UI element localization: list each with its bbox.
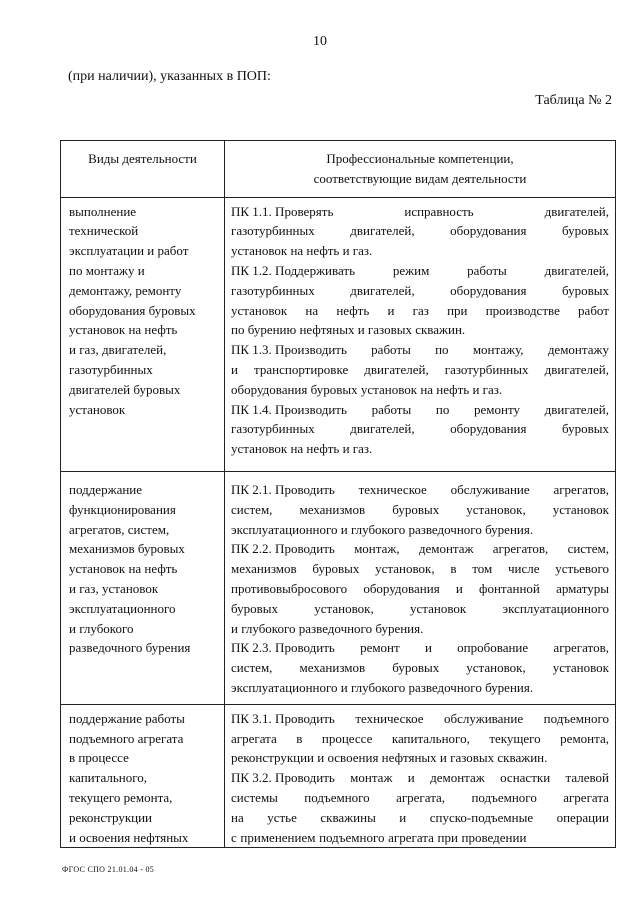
activity-line: установок [69, 401, 126, 417]
activity-line: разведочного бурения [69, 640, 191, 656]
activity-line: установок на нефть [69, 561, 178, 577]
competency-line: установок на нефть и газ. [231, 243, 373, 259]
activity-line: эксплуатации и работ [69, 243, 189, 259]
activity-cell [61, 197, 225, 471]
competency-line: механизмов буровых установок, в том числе устьевого [231, 561, 609, 577]
activity-line: газотурбинных [69, 361, 153, 377]
competencies-cell [225, 704, 616, 848]
competency-item [231, 638, 609, 697]
activity-line: демонтажу, ремонту [69, 282, 182, 298]
competency-line: и глубокого разведочного бурения. [231, 620, 424, 636]
competency-line: системы подъемного агрегата, подъемного агрегата [231, 789, 609, 805]
competency-line: ПК 2.3. Проводить ремонт и опробование агрегатов, [231, 640, 609, 656]
activity-line: поддержание работы [69, 710, 185, 726]
competency-line: противовыбросового оборудования и фонтанной арматуры [231, 580, 609, 596]
activity-line: и глубокого [69, 620, 134, 636]
competency-line: по бурению нефтяных и газовых скважин. [231, 322, 466, 338]
table-row [61, 197, 616, 471]
header-activities: Виды деятельности [61, 141, 225, 198]
competency-line: газотурбинных двигателей, оборудования буровых [231, 421, 609, 437]
activity-line: в процессе [69, 750, 129, 766]
header-competencies [225, 141, 616, 198]
activity-line: оборудования буровых [69, 302, 196, 318]
competency-line: с применением подъемного агрегата при проведении [231, 829, 527, 845]
competency-item [231, 202, 609, 261]
competency-line: и транспортировке двигателей, газотурбинных двигателей, [231, 361, 609, 377]
intro-text: (при наличии), указанных в ПОП: [68, 69, 271, 84]
competency-line: эксплуатационного и глубокого разведочного бурения. [231, 679, 534, 695]
competency-item [231, 261, 609, 340]
competency-item [231, 709, 609, 768]
competency-line: на устье скважины и спуско-подъемные операции [231, 809, 609, 825]
competency-line: установок на нефть и газ при производстве работ [231, 302, 609, 318]
competency-line: ПК 3.2. Проводить монтаж и демонтаж оснастки талевой [231, 770, 609, 786]
competency-item [231, 768, 609, 847]
activity-line: технической [69, 223, 139, 239]
competency-line: эксплуатационного и глубокого разведочного бурения. [231, 521, 534, 537]
activity-line: выполнение [69, 203, 137, 219]
activity-line: агрегатов, систем, [69, 521, 170, 537]
competency-line: агрегата в процессе капитального, текущего ремонта, [231, 730, 609, 746]
table-header-row [61, 141, 616, 198]
competency-line: ПК 1.4. Производить работы по ремонту двигателей, [231, 401, 609, 417]
activity-line: реконструкции [69, 809, 153, 825]
page-number: 10 [313, 34, 327, 49]
activity-line: функционирования [69, 501, 176, 517]
competencies-cell [225, 197, 616, 471]
competency-item [231, 340, 609, 399]
table-row [61, 704, 616, 848]
competency-line: оборудования буровых установок на нефть и газ. [231, 381, 503, 397]
competency-line: ПК 1.2. Поддерживать режим работы двигателей, [231, 262, 609, 278]
activity-line: механизмов буровых [69, 541, 185, 557]
competency-line: газотурбинных двигателей, оборудования буровых [231, 282, 609, 298]
activity-cell [61, 471, 225, 704]
competencies-table [60, 140, 616, 848]
activity-line: и освоения нефтяных [69, 829, 189, 845]
competency-line: реконструкции и освоения нефтяных и газовых скважин. [231, 750, 548, 766]
activity-cell [61, 704, 225, 848]
activity-line: подъемного агрегата [69, 730, 184, 746]
competencies-cell [225, 471, 616, 704]
activity-line: установок на нефть [69, 322, 178, 338]
competency-item [231, 480, 609, 539]
competency-line: установок на нефть и газ. [231, 441, 373, 457]
competency-line: ПК 2.1. Проводить техническое обслуживание агрегатов, [231, 481, 609, 497]
activity-line: двигателей буровых [69, 381, 181, 397]
competency-line: буровых установок, установок эксплуатационного [231, 600, 609, 616]
footer-code: ФГОС СПО 21.01.04 - 05 [62, 865, 155, 874]
table-caption: Таблица № 2 [535, 93, 612, 108]
competency-line: ПК 3.1. Проводить техническое обслуживание подъемного [231, 710, 609, 726]
activity-line: эксплуатационного [69, 600, 176, 616]
competency-line: систем, механизмов буровых установок, установок [231, 501, 609, 517]
header-competencies-line: Профессиональные компетенции, [326, 151, 514, 166]
table-row [61, 471, 616, 704]
competency-line: систем, механизмов буровых установок, установок [231, 660, 609, 676]
activity-line: текущего ремонта, [69, 789, 173, 805]
competency-line: ПК 2.2. Проводить монтаж, демонтаж агрегатов, систем, [231, 541, 609, 557]
activity-line: по монтажу и [69, 262, 145, 278]
activity-line: и газ, двигателей, [69, 342, 167, 358]
competency-item [231, 400, 609, 459]
header-competencies-line: соответствующие видам деятельности [313, 170, 527, 186]
competency-line: ПК 1.1. Проверять исправность двигателей, [231, 203, 609, 219]
competency-line: ПК 1.3. Производить работы по монтажу, демонтажу [231, 342, 609, 358]
competency-item [231, 539, 609, 638]
activity-line: поддержание [69, 481, 143, 497]
competency-line: газотурбинных двигателей, оборудования буровых [231, 223, 609, 239]
activity-line: и газ, установок [69, 580, 159, 596]
activity-line: капитального, [69, 770, 147, 786]
